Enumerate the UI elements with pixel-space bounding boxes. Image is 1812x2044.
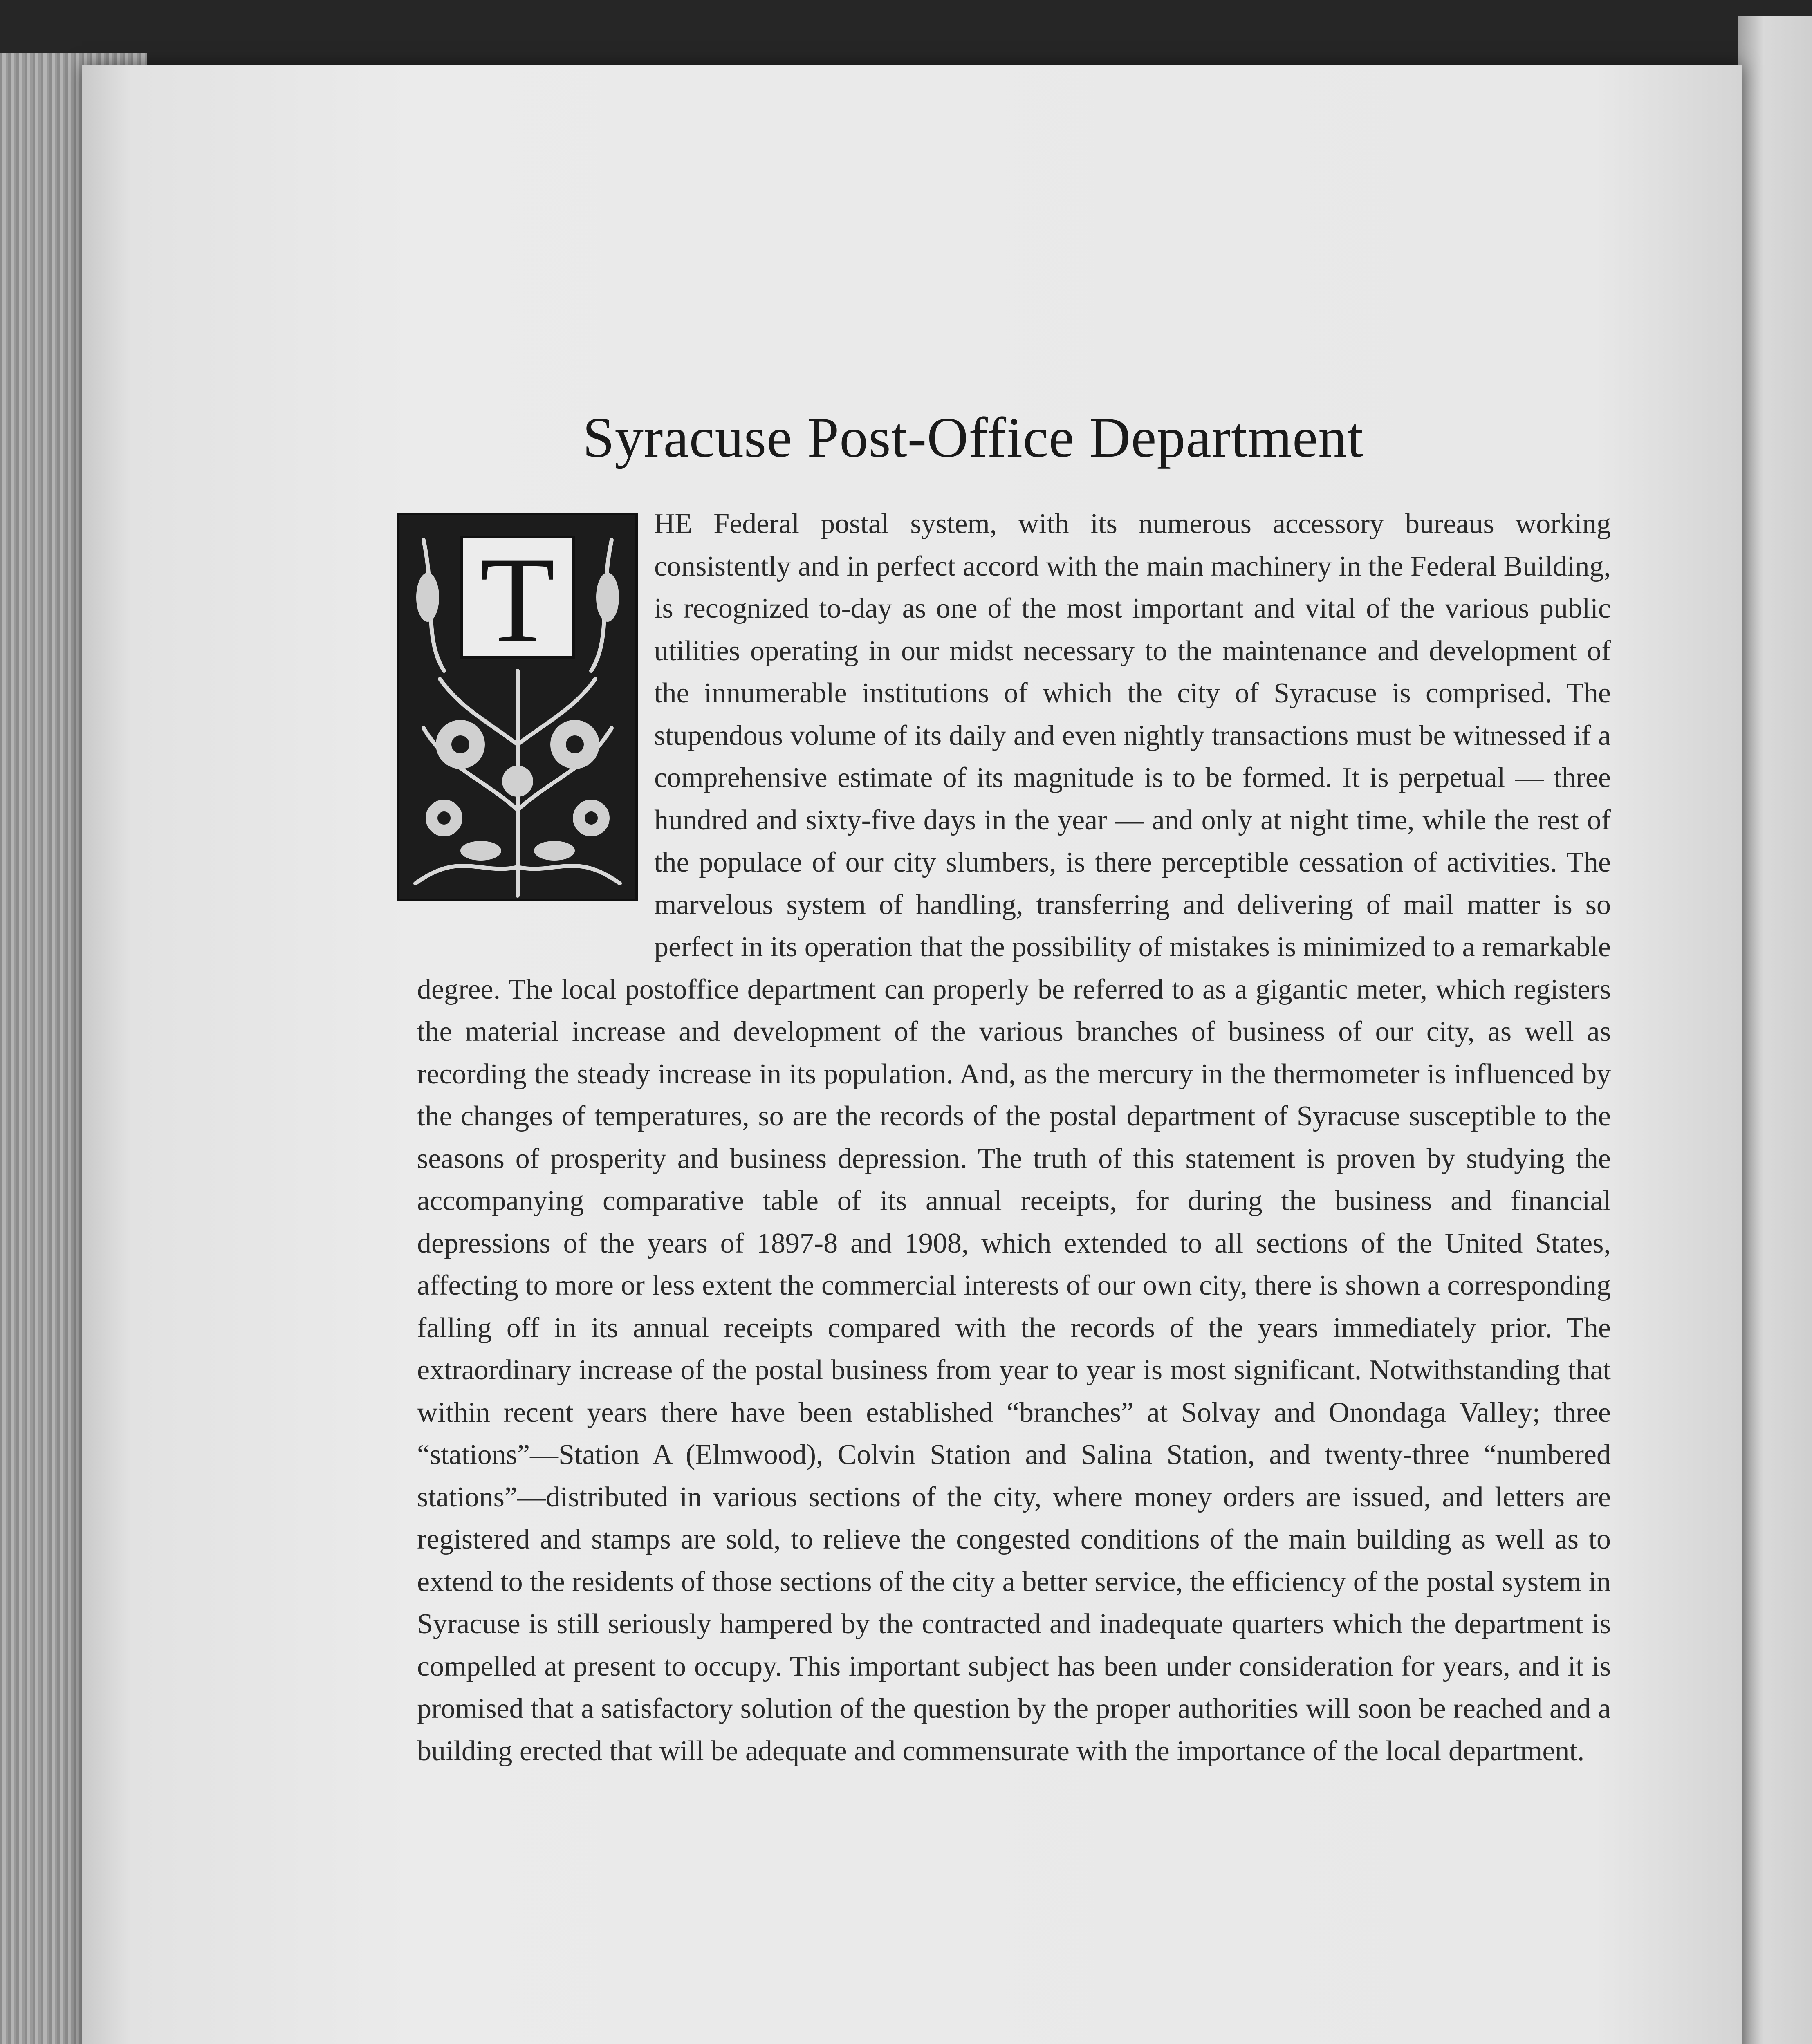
body-paragraph-1 <box>417 503 1611 1772</box>
drop-cap-spacer <box>417 503 654 928</box>
drop-cap-letter: T <box>460 536 575 659</box>
next-page-edge <box>1738 16 1812 2044</box>
page-title: Syracuse Post-Office Department <box>582 406 1364 469</box>
paragraph-1-text: HE Federal postal system, with its numerous accessory bureaus working consistently and in perfect accord with the main machinery in the Federal Building, is recognized to-day as one of the most important and vital of the various public utilities operating in our midst necessary to the maintenance and development of the innumerable institutions of which the city of Syracuse is comprised. The stupendous volume of its daily and even nightly transactions must be witnessed if a comprehensive estimate of its magnitude is to be formed. It is perpetual — three hundred and sixty-five days in the year — and only at night time, while the rest of the populace of our city slumbers, is there perceptible cessation of activities. The marvelous system of handling, transferring and delivering of mail matter is so perfect in its operation that the possibility of mistakes is minimized to a remarkable degree. The local postoffice department can properly be referred to as a gigantic meter, which registers the material increase and development of the various branches of business of our city, as well as recording the steady increase in its population. And, as the mercury in the thermometer is influenced by the changes of temperatures, so are the records of the postal department of Syracuse susceptible to the seasons of prosperity and business depression. The truth of this statement is proven by studying the accompanying comparative table of its annual receipts, for during the business and financial depressions of the years of 1897-8 and 1908, which extended to all sections of the United States, affecting to more or less extent the commercial interests of our own city, there is shown a corresponding falling off in its annual receipts compared with the records of the years immediately prior. The extraordinary increase of the postal business from year to year is most significant. Notwithstanding that within recent years there have been established “branches” at Solvay and Onondaga Valley; three “stations”—Station A (Elmwood), Colvin Station and Salina Station, and twenty-three “numbered stations”—distributed in various sections of the city, where money orders are issued, and letters are registered and stamps are sold, to relieve the congested conditions of the main building as well as to extend to the residents of those sections of the city a better service, the efficiency of the postal system in Syracuse is still seriously hampered by the contracted and inadequate quarters which the department is compelled at present to occupy. This important subject has been under consideration for years, and it is promised that a satisfactory solution of the question by the proper authorities will soon be reached and a building erected that will be adequate and commensurate with the importance of the local department. <box>417 508 1611 1767</box>
